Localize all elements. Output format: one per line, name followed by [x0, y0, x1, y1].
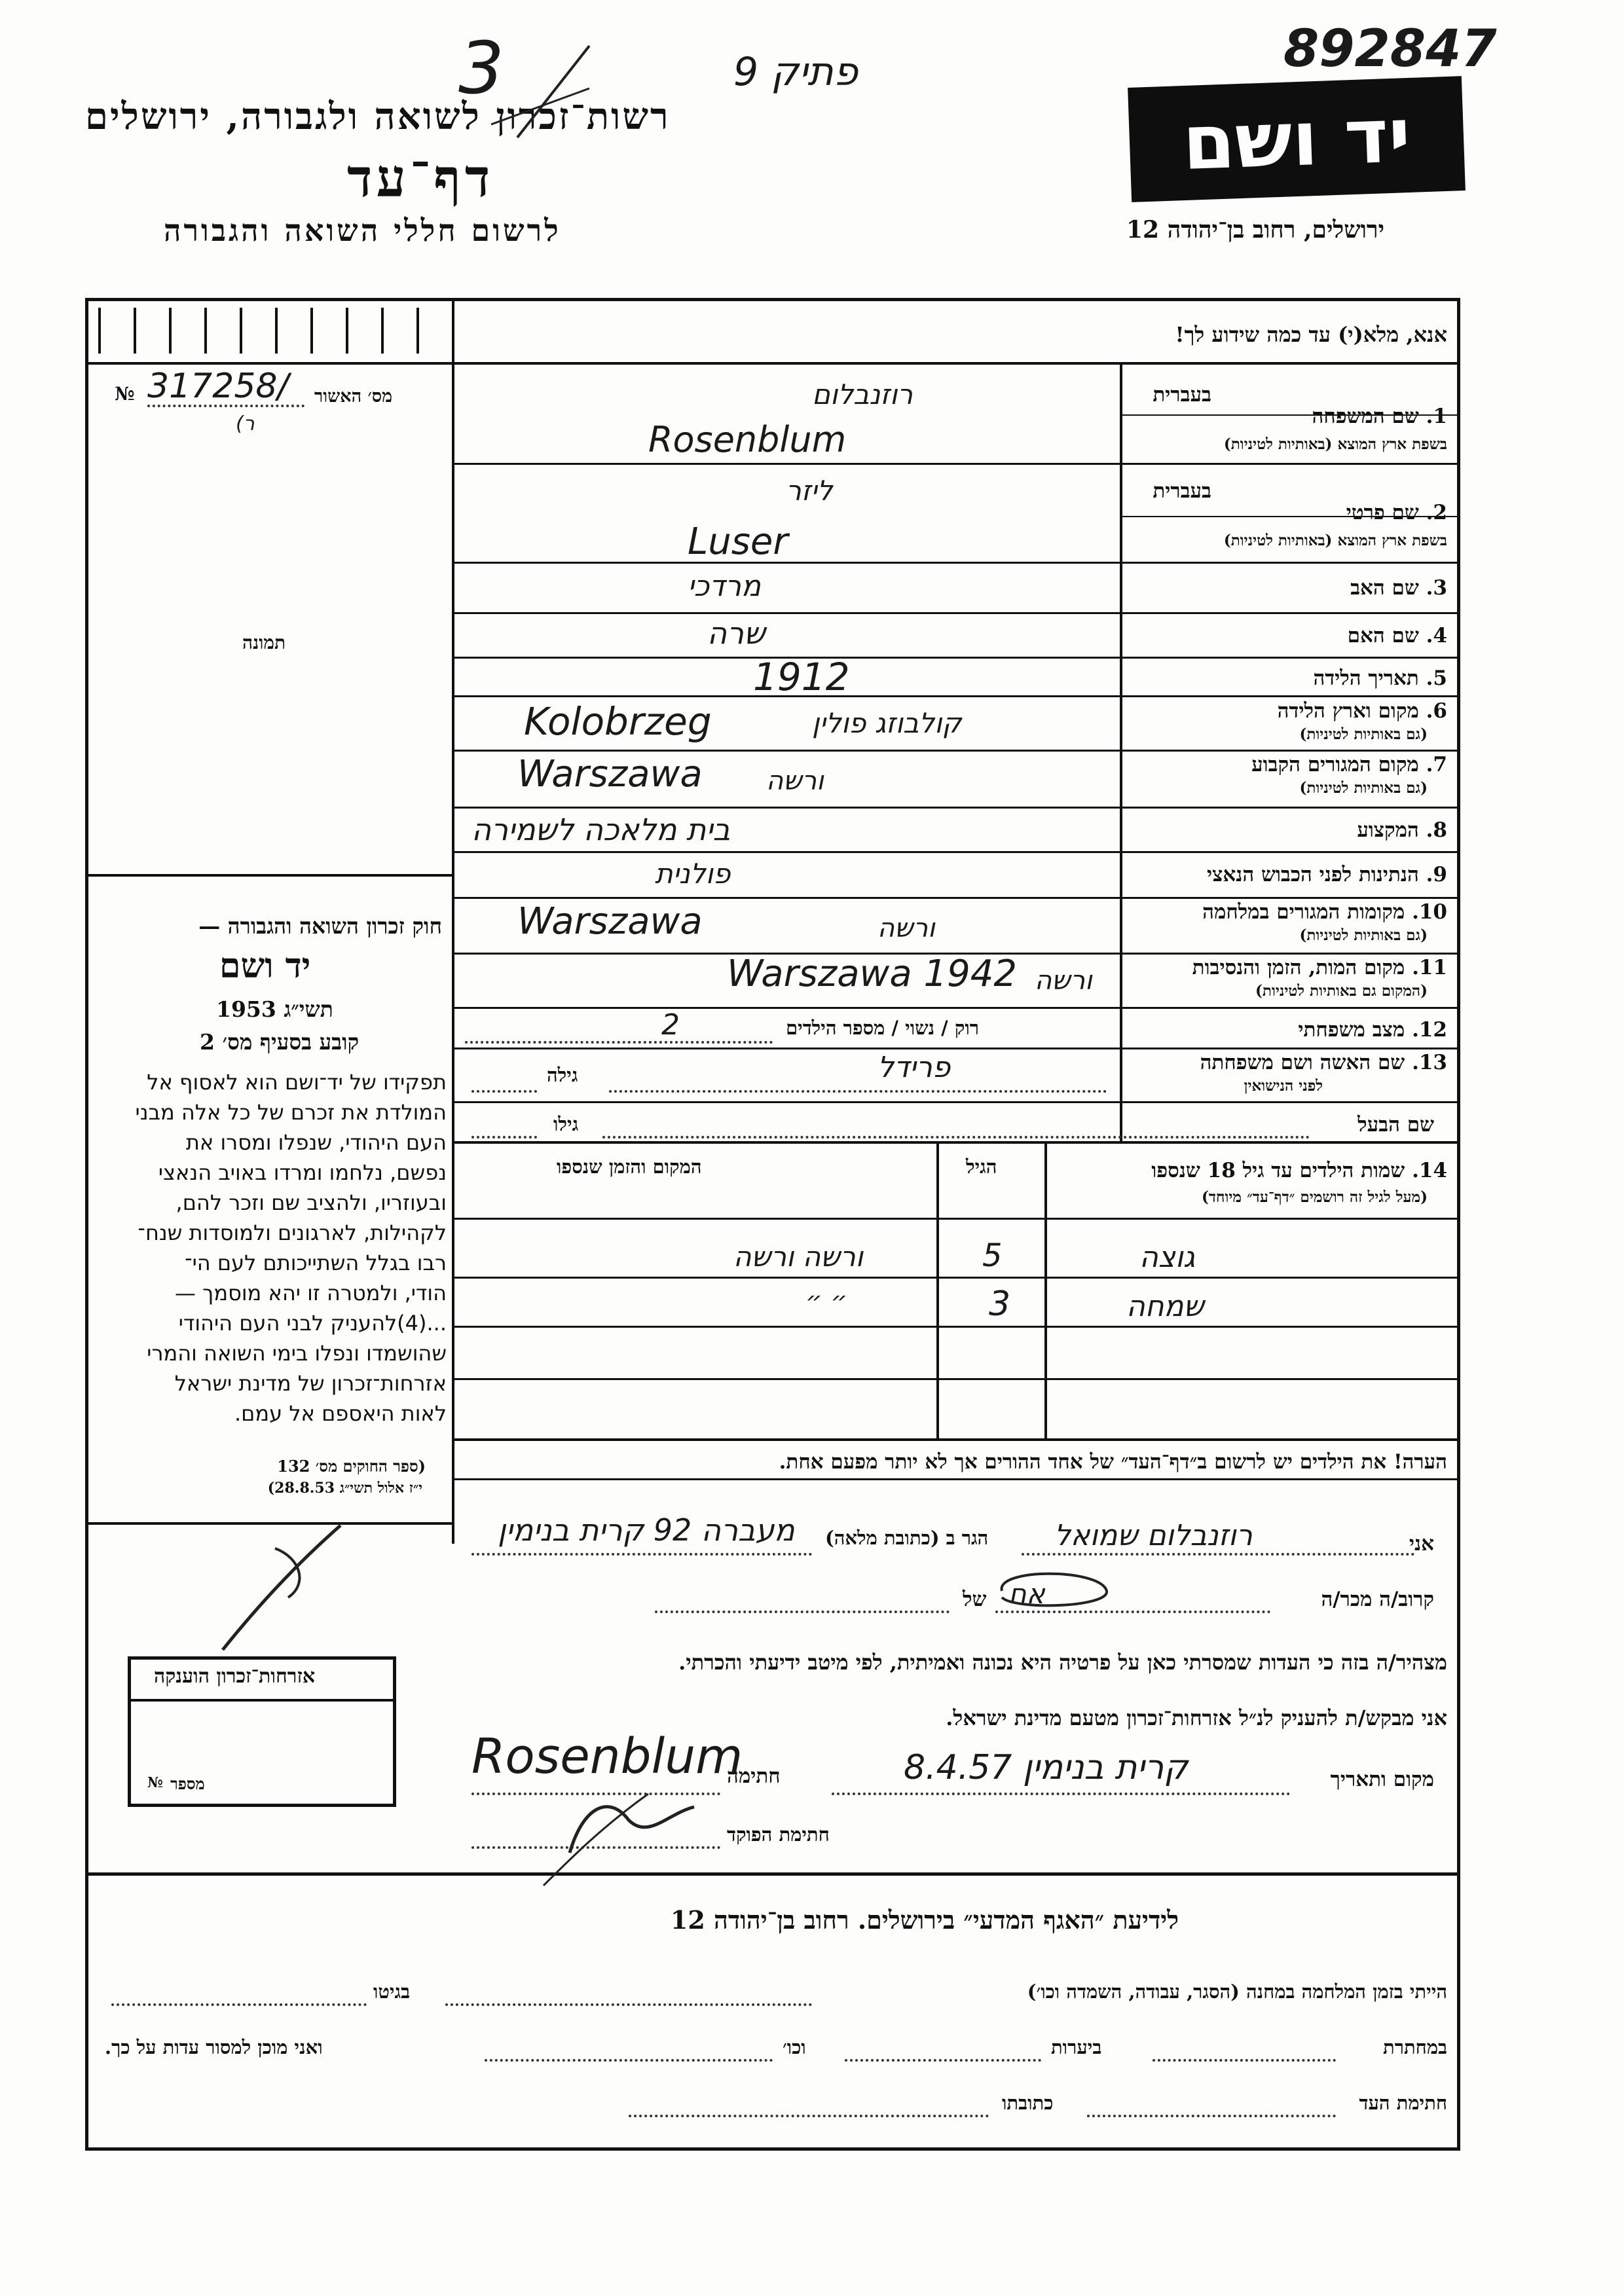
law-line: לאות היאספם אל עמם.	[234, 1401, 447, 1426]
child-name: גוצה	[1139, 1241, 1195, 1274]
scribble-stroke	[275, 1548, 299, 1597]
f13-sub: לפני הנישואין	[1244, 1077, 1323, 1095]
law-line: העם היהודי, שנפלו ומסרו את	[185, 1130, 447, 1155]
cert-number: 317258/	[147, 367, 289, 406]
law-line: תפקידו של יד־ושם הוא לאסוף אל	[147, 1070, 447, 1095]
law-name: יד ושם	[219, 946, 311, 986]
intro-text: אנא, מלא(י) עד כמה שידוע לך!	[1175, 322, 1447, 347]
handwritten-digit: 3	[458, 26, 504, 110]
decl-place-date-label: מקום ותאריך	[1330, 1768, 1434, 1791]
photo-label: תמונה	[242, 632, 286, 653]
law-line: שהושמדו ונפלו בימי השואה והמרי	[147, 1341, 447, 1366]
f2-value-lat: Luser	[688, 520, 788, 563]
relation-circle	[1002, 1574, 1107, 1606]
f9-value: פולנית	[655, 858, 731, 890]
f8-value: בית מלאכה לשמירה	[471, 812, 731, 847]
f14-place-header: המקום והזמן שנספו	[557, 1156, 702, 1178]
footer-l2b: ביערות	[1051, 2036, 1102, 2058]
form-subtitle: לרשום חללי השואה והגבורה	[164, 213, 561, 248]
f13-label: 13. שם האשה ושם משפחתה	[1200, 1051, 1447, 1074]
f12-options: רוק / נשוי / מספר הילדים	[786, 1017, 980, 1039]
law-line: נפשם, נלחמו ומרדו באויב הנאצי	[158, 1160, 447, 1185]
decl-residing: הגר ב (כתובת מלאה)	[825, 1527, 989, 1549]
f2-lang: בעברית	[1153, 479, 1211, 503]
f4-value: שרה	[707, 615, 766, 651]
f9-label: 9. הנתינות לפני הכבוש הנאצי	[1207, 863, 1447, 886]
f11-sub: (המקום גם באותיות לטיניות)	[1255, 982, 1428, 1000]
cert-no-mark: №	[115, 383, 135, 405]
logo-text: יד ושם	[1181, 91, 1412, 187]
law-clause: קובע בסעיף מס׳ 2	[200, 1029, 360, 1055]
dash-stroke	[491, 88, 589, 124]
f7-sub: (גם באותיות לטיניות)	[1299, 779, 1428, 797]
f1-label: 1. שם המשפחה	[1312, 405, 1447, 428]
child-name: שמחה	[1126, 1290, 1204, 1323]
f6-sub: (גם באותיות לטיניות)	[1299, 725, 1428, 743]
f10-sub: (גם באותיות לטיניות)	[1299, 926, 1428, 944]
f11-label: 11. מקום המות, הזמן והנסיבות	[1192, 956, 1447, 979]
law-line: הודי, ולמטרה זו יהא מוסמך —	[174, 1281, 447, 1305]
law-source-1: (ספר החוקים מס׳ 132	[277, 1457, 426, 1476]
arrow-stroke	[223, 1525, 341, 1650]
f14-label: 14. שמות הילדים עד גיל 18 שנספו	[1151, 1159, 1447, 1182]
law-line: אזרחות־זכרון של מדינת ישראל	[174, 1371, 447, 1396]
child-age: 3	[989, 1285, 1011, 1324]
child-age: 5	[982, 1237, 1003, 1274]
f13-age-label: גילה	[547, 1064, 578, 1086]
f3-value: מרדכי	[688, 570, 761, 603]
f1-sub: בשפת ארץ המוצא (באותיות לטיניות)	[1223, 435, 1447, 453]
law-year: תשי״ג 1953	[216, 996, 333, 1022]
f12-value: 2	[661, 1008, 680, 1042]
husband-age-label: גילו	[553, 1113, 579, 1135]
decl-of-label: של	[963, 1588, 987, 1611]
footer-l3b: כתובתו	[1002, 2092, 1054, 2114]
f2-sub: בשפת ארץ המוצא (באותיות לטיניות)	[1223, 532, 1447, 549]
f10-label: 10. מקומות המגורים במלחמה	[1202, 900, 1447, 924]
f5-label: 5. תאריך הלידה	[1313, 666, 1447, 690]
f10-value-he: ורשה	[877, 913, 935, 943]
f1-lang: בעברית	[1153, 383, 1211, 407]
husband-label: שם הבעל	[1357, 1113, 1434, 1137]
law-line: לקהילות, לארגונים ולמוסדות שנח־	[138, 1220, 447, 1245]
org-name: רשות־זכרון לשואה ולגבורה, ירושלים	[85, 95, 671, 138]
f5-value: 1912	[753, 655, 850, 699]
child-place: ״ ״	[805, 1286, 848, 1317]
header-address: ירושלים, רחוב בן־יהודה 12	[1126, 216, 1385, 244]
f6-value-lat: Kolobrzeg	[524, 699, 712, 744]
f1-value-he: רוזנבלום	[812, 378, 913, 410]
form-title: דף־עד	[347, 147, 494, 209]
f14-age-header: הגיל	[966, 1156, 997, 1178]
law-source-2: י״ז אלול תשי״ג 28.8.53)	[267, 1480, 422, 1497]
decl-relative-label: קרוב/ה מכר/ה	[1321, 1588, 1434, 1611]
cert-suffix: (ר	[236, 412, 255, 435]
f6-value-he: קולבוזג פולין	[812, 707, 962, 739]
law-line: רבו בגלל השתייכותם לעם הי־	[185, 1250, 447, 1275]
signature-stroke	[544, 1794, 648, 1886]
f8-label: 8. המקצוע	[1357, 818, 1447, 842]
child-place: ורשה ורשה	[733, 1241, 864, 1273]
official-signature	[570, 1807, 694, 1853]
law-line: ובעוזריו, ולהציב שם וזכר להם,	[175, 1190, 447, 1215]
f11-value-lat: Warszawa 1942	[727, 953, 1017, 995]
decl-i-value: רוזנבלום שמואל	[1054, 1519, 1253, 1552]
f6-label: 6. מקום וארץ הלידה	[1277, 699, 1447, 723]
footer-l2d: ואני מוכן למסור עדות על כך.	[105, 2036, 323, 2058]
footer-l2c: וכו׳	[783, 2036, 806, 2058]
decl-signature-value: Rosenblum	[471, 1728, 743, 1785]
f11-value-he: ורשה	[1035, 966, 1092, 996]
citizenship-number-label: מספר	[170, 1774, 205, 1793]
cert-label: מס׳ האשור	[314, 386, 393, 407]
decl-place-date-value: קרית בנימין 8.4.57	[904, 1748, 1189, 1787]
f7-label: 7. מקום המגורים הקבוע	[1251, 753, 1447, 776]
f1-value-lat: Rosenblum	[648, 419, 847, 460]
f10-value-lat: Warszawa	[517, 900, 703, 943]
f4-label: 4. שם האם	[1347, 624, 1447, 647]
f13-value: פרידל	[877, 1051, 951, 1084]
decl-address-value: מעברה 92 קרית בנימין	[498, 1512, 795, 1548]
handwritten-note: פתיק 9	[733, 49, 858, 95]
law-line: ...(4)להעניק לבני העם היהודי	[178, 1311, 447, 1336]
decl-declare: מצהיר/ה בזה כי העדות שמסרתי כאן על פרטיה היא נכונה ואמיתית, לפי מיטב ידיעתי והכרתי.	[678, 1650, 1447, 1675]
decl-official-label: חתימת הפוקד	[727, 1823, 830, 1846]
stamp-number: 892847	[1283, 20, 1497, 79]
footer-l1a: הייתי בזמן המלחמה במחנה (הסגר, עבודה, השמדה וכו׳)	[1027, 1980, 1447, 2003]
footer-l1b: בגיטו	[373, 1980, 411, 2003]
f7-value-lat: Warszawa	[517, 753, 703, 795]
decl-signature-label: חתימה	[727, 1764, 781, 1788]
note-text: הערה! את הילדים יש לרשום ב״דף־העד״ של אחד ההורים אך לא יותר מפעם אחת.	[779, 1450, 1447, 1474]
f3-label: 3. שם האב	[1350, 576, 1447, 600]
decl-request: אני מבקש/ת להעניק לנ״ל אזרחות־זכרון מטעם מדינת ישראל.	[946, 1705, 1447, 1730]
footer-title: לידיעת ״האגף המדעי״ בירושלים. רחוב בן־יהודה 12	[670, 1905, 1179, 1935]
citizenship-title: אזרחות־זכרון הוענקה	[154, 1665, 316, 1688]
decl-relation-value: אח	[1008, 1578, 1045, 1610]
footer-l2a: במחתרת	[1383, 2036, 1447, 2058]
f7-value-he: ורשה	[766, 766, 824, 796]
law-title: חוק זכרון השואה והגבורה —	[198, 913, 442, 939]
f2-value-he: ליזר	[786, 475, 833, 507]
law-line: המולדת את זכרם של כל אלה מבני	[135, 1100, 447, 1125]
citizenship-no-mark: №	[147, 1774, 163, 1791]
f12-label: 12. מצב משפחתי	[1298, 1018, 1447, 1042]
decl-i-label: אני	[1409, 1532, 1434, 1556]
f2-label: 2. שם פרטי	[1346, 501, 1447, 524]
footer-l3a: חתימת העד	[1359, 2092, 1447, 2114]
f14-sub: (מעל לגיל זה רושמים ״דף־עד״ מיוחד)	[1201, 1188, 1428, 1206]
